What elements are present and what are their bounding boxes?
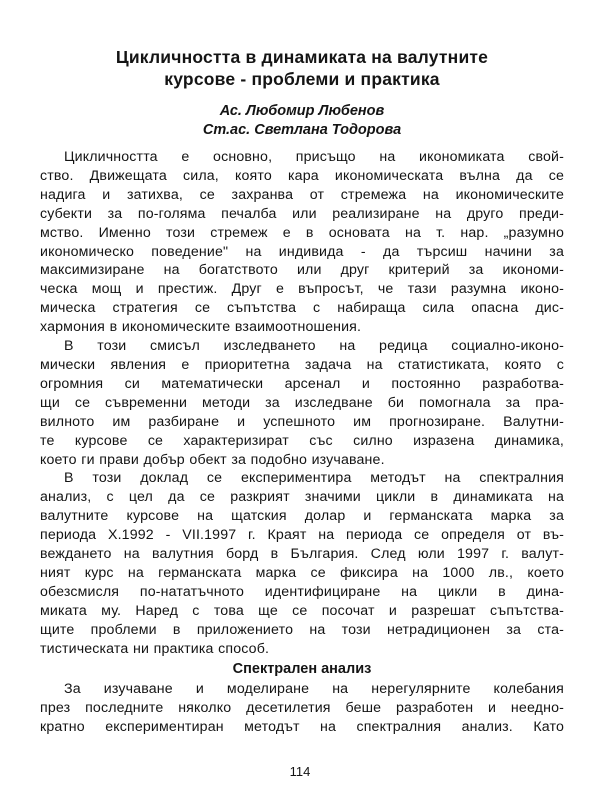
paper-title [40,46,564,90]
paragraph [40,148,564,337]
text-line: вилното им разбиране и успешното им прогнозиране. Валутни- [40,413,564,430]
section-heading: Спектрален анализ [232,661,372,678]
paper-page [40,46,564,737]
title-line: курсове - проблеми и практика [164,69,440,89]
text-line: периода X.1992 - VII.1997 г. Краят на периода се определя от въ- [40,527,564,544]
text-line: кратно експериментиран методът на спектралния анализ. Като [40,719,564,736]
paragraph [40,680,564,737]
page-number: 114 [289,764,311,779]
title-line: Цикличността в динамиката на валутните [115,47,489,67]
text-line: Цикличността е основно, присъщо на икономиката свой- [64,149,564,165]
article-body [40,148,564,737]
text-line: през последните няколко десетилетия беше разработен и нееднo- [40,700,564,717]
text-line: ство. Движещата сила, която кара икономическата вълна да се [40,167,564,184]
text-line: икономическо поведение" на индивида - да търсиш начини за [40,243,564,260]
paragraph [40,469,564,658]
text-line: ческа мощ и престиж. Друг е въпросът, че тази разумна иконо- [40,281,564,298]
text-line: За изучаване и моделиране на нерегулярните колебания [64,681,564,698]
text-line: надига и затихва, се захранва от стремежа на икономическите [40,186,564,203]
text-line: В този доклад се експериментира методът на спектралния [64,470,564,487]
text-line: ният курс на германската марка се фиксира на 1000 лв., което [40,564,564,581]
text-line: В този смисъл изследването на редица социално-иконо- [64,338,564,355]
text-line: мически явления е приоритетна задача на статистиката, която с [40,356,564,373]
author-list [40,102,564,140]
text-line: тистическата ни практика способ. [40,640,270,657]
text-line: обезсмисля по-нататъчното идентифициране на цикли в дина- [40,583,564,600]
text-line: те курсове се характеризират със силно изразена динамика, [40,432,564,449]
author-name: Ст.ас. Светлана Тодорова [202,122,402,138]
text-line: щи се съвременни методи за изследване би помогнала за пра- [40,394,564,411]
text-line: максимизиране на богатството или друг критерий за икономи- [40,262,564,279]
text-line: мство. Именно този стремеж е в основата на т. нар. „разумно [40,224,564,241]
text-line: огромния си математически арсенал и постоянно разработва- [40,375,564,392]
text-line: мическа стратегия се съпътства с набираща сила опасна дис- [40,300,564,317]
text-line: щите проблеми в приложението на този нетрадиционен за ста- [40,621,564,638]
text-line: субекти за по-голяма печалба или реализиране на друго преди- [40,205,564,222]
text-line: валутните курсове на щатския долар и германската марка за [40,508,564,525]
text-line: анализ, с цел да се разкрият значими цикли в динамиката на [40,489,564,506]
text-line: миката му. Наред с това ще се посочат и разрешат съпътства- [40,602,564,619]
text-line: хармония в икономическите взаимоотношения. [40,319,362,336]
paragraph [40,337,564,469]
author-name: Ас. Любомир Любенов [219,103,385,119]
text-line: което ги прави добър обект за подобно изучаване. [40,451,385,468]
text-line: веждането на валутния борд в България. След юли 1997 г. валут- [40,546,564,563]
